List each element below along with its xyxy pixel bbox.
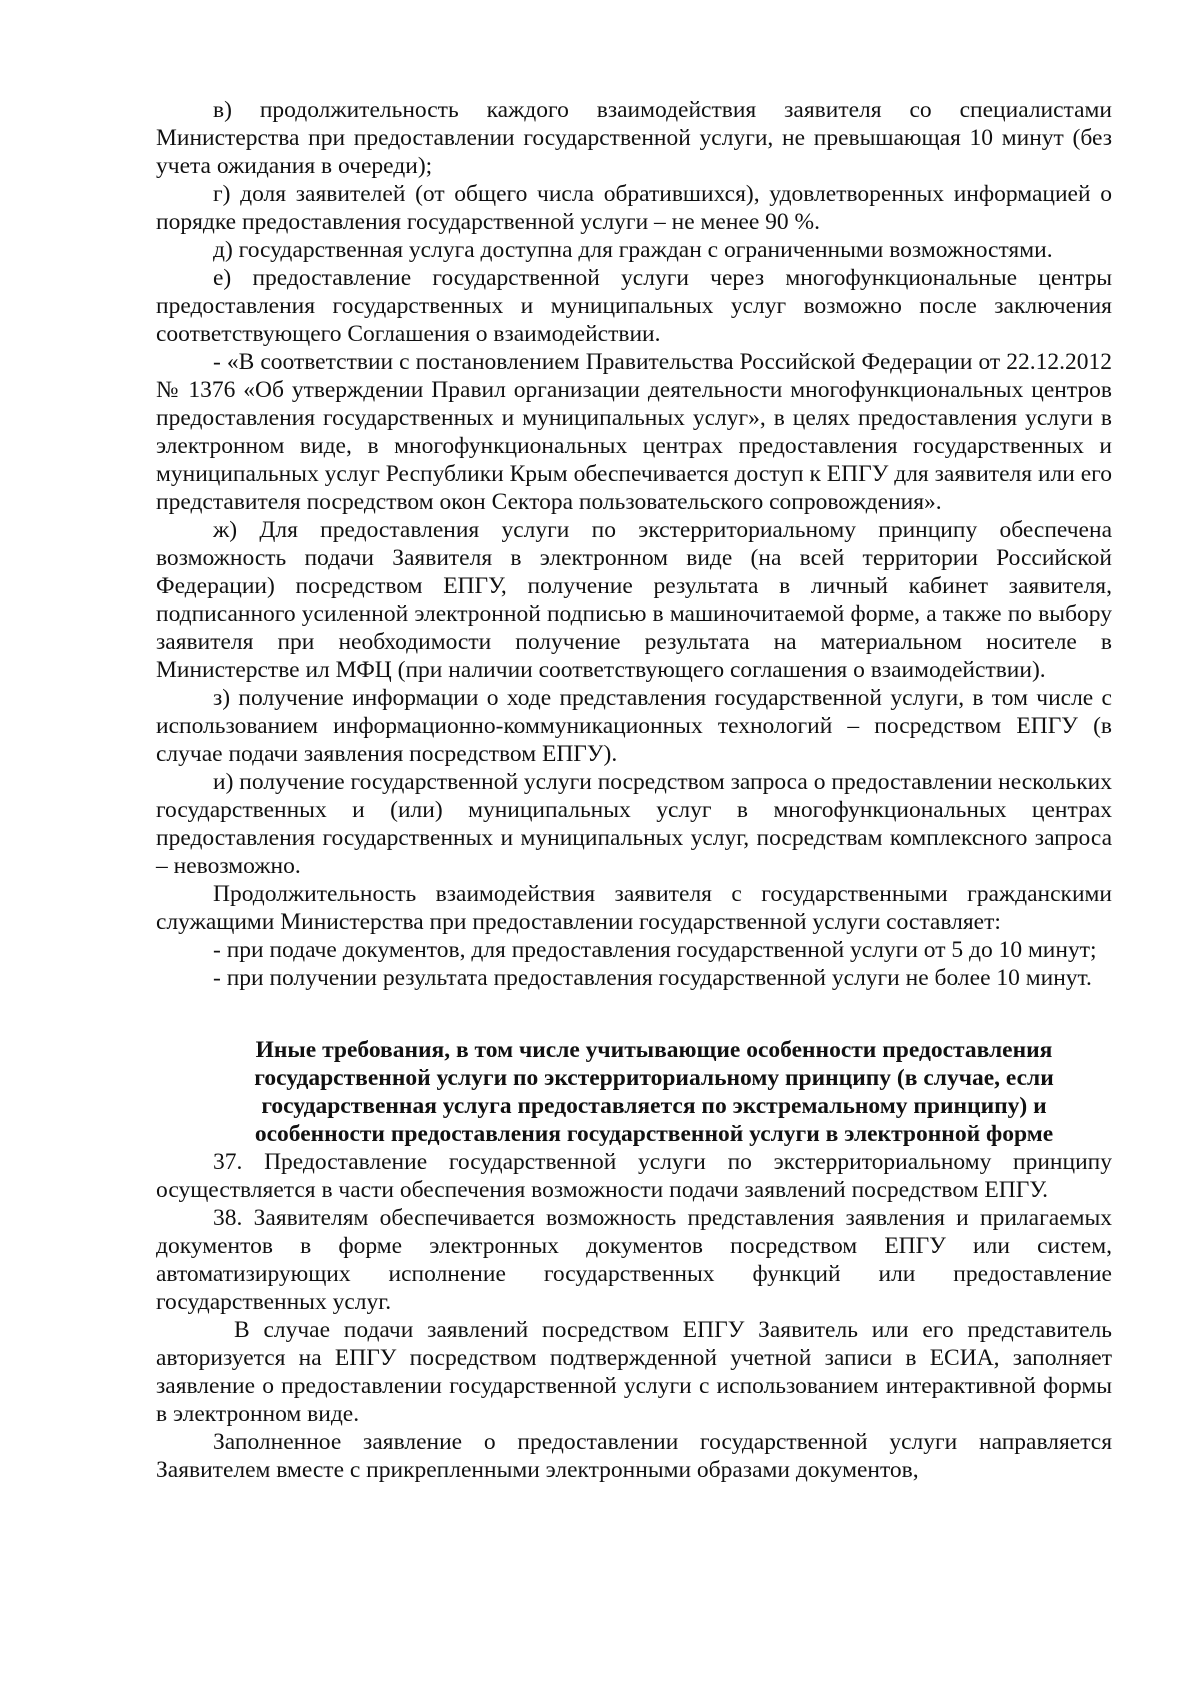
- paragraph-submit-docs: - при подаче документов, для предоставления государственной услуги от 5 до 10 минут;: [213, 937, 1097, 963]
- paragraph-d: д) государственная услуга доступна для граждан с ограниченными возможностями.: [213, 237, 1053, 263]
- paragraph-mfc-quote: - «В соответствии с постановлением Правительства Российской Федерации от 22.12.2012 № 1376 «Об утверждении Правил организации деятельности многофункциональных центров предоставления государственных и муниципальных услуг», в целях предоставления услуги в электронном виде, в многофункциональных центрах предоставления государственных и муниципальных услуг Республики Крым обеспечивается доступ к ЕПГУ для заявителя или его представителя посредством окон Сектора пользовательского сопровождения».: [156, 349, 1112, 515]
- paragraph-37: 37. Предоставление государственной услуги по экстерриториальному принципу осуществляется в части обеспечения возможности подачи заявлений посредством ЕПГУ.: [156, 1149, 1112, 1203]
- paragraph-v: в) продолжительность каждого взаимодействия заявителя со специалистами Министерства при предоставлении государственной услуги, не превышающая 10 минут (без учета ожидания в очереди);: [156, 97, 1112, 179]
- paragraph-38: 38. Заявителям обеспечивается возможность представления заявления и прилагаемых документов в форме электронных документов посредством ЕПГУ или систем, автоматизирующих исполнение государственных функций или предоставление государственных услуг.: [156, 1205, 1112, 1315]
- section-heading-line: Иные требования, в том числе учитывающие особенности предоставления: [255, 1037, 1053, 1063]
- paragraph-g: г) доля заявителей (от общего числа обратившихся), удовлетворенных информацией о порядке предоставления государственной услуги – не менее 90 %.: [156, 181, 1112, 235]
- section-heading-line: особенности предоставления государственной услуги в электронной форме: [254, 1121, 1054, 1147]
- paragraph-filled-application: Заполненное заявление о предоставлении государственной услуги направляется Заявителем вместе с прикрепленными электронными образами документов,: [156, 1429, 1112, 1483]
- section-heading-line: государственная услуга предоставляется по экстремальному принципу) и: [261, 1093, 1047, 1119]
- paragraph-i: и) получение государственной услуги посредством запроса о предоставлении нескольких государственных и (или) муниципальных услуг в многофункциональных центрах предоставления государственных и муниципальных услуг, посредствам комплексного запроса – невозможно.: [156, 769, 1112, 879]
- section-heading: [156, 1036, 1112, 1148]
- paragraph-epgu-auth: В случае подачи заявлений посредством ЕПГУ Заявитель или его представитель авторизуется на ЕПГУ посредством подтвержденной учетной записи в ЕСИА, заполняет заявление о предоставлении государственной услуги с использованием интерактивной формы в электронном виде.: [156, 1317, 1112, 1427]
- paragraph-zh: ж) Для предоставления услуги по экстерриториальному принципу обеспечена возможность подачи Заявителя в электронном виде (на всей территории Российской Федерации) посредством ЕПГУ, получение результата в личный кабинет заявителя, подписанного усиленной электронной подписью в машиночитаемой форме, а также по выбору заявителя при необходимости получение результата на материальном носителе в Министерстве ил МФЦ (при наличии соответствующего соглашения о взаимодействии).: [156, 517, 1112, 683]
- document-body: [156, 96, 1112, 1484]
- section-heading-line: государственной услуги по экстерриториальному принципу (в случае, если: [254, 1065, 1054, 1091]
- paragraph-z: з) получение информации о ходе представления государственной услуги, в том числе с использованием информационно-коммуникационных технологий – посредством ЕПГУ (в случае подачи заявления посредством ЕПГУ).: [156, 685, 1112, 767]
- paragraph-duration: Продолжительность взаимодействия заявителя с государственными гражданскими служащими Министерства при предоставлении государственной услуги составляет:: [156, 881, 1112, 935]
- paragraph-receive-result: - при получении результата предоставления государственной услуги не более 10 минут.: [213, 965, 1092, 991]
- paragraph-e: е) предоставление государственной услуги через многофункциональные центры предоставления государственных и муниципальных услуг возможно после заключения соответствующего Соглашения о взаимодействии.: [156, 265, 1112, 347]
